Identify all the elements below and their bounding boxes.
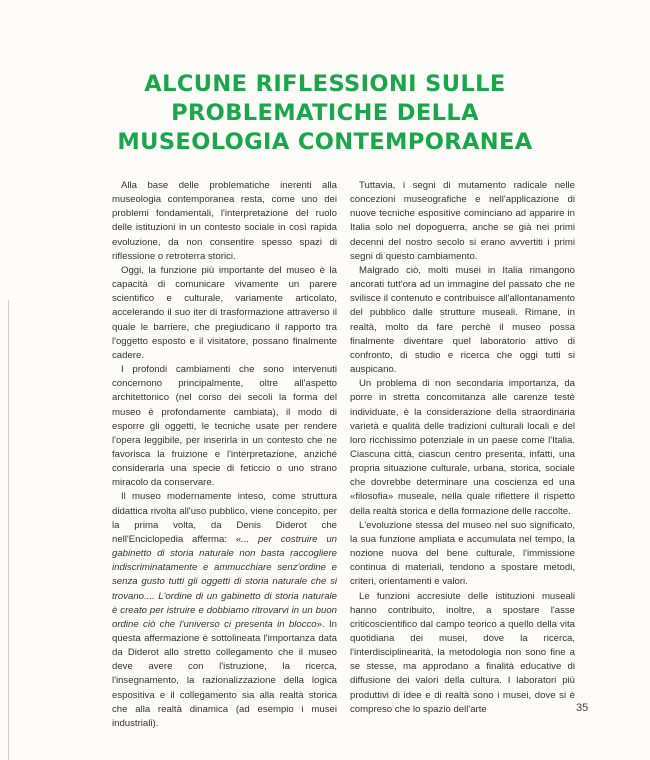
right-paragraph-3: Un problema di non secondaria importanza, da porre in stretta concomitanza alle carenze testè individuate, è la considerazione della straordinaria varietà e qualità delle tradizioni culturali locali e del loro ricchissimo potenziale in un paese come l'Italia. Ciascuna città, ciascun centro presenta, infatti, una propria situazione culturale, urbana, storica, sociale che dovrebbe determinare una coscienza ed una «filosofia» museale, nella quale riflettere il rispetto della realtà storica e della formazione delle raccolte. bbox=[350, 378, 575, 517]
title-line-1: ALCUNE RIFLESSIONI SULLE bbox=[144, 71, 506, 97]
right-column bbox=[350, 179, 575, 717]
right-paragraph-4: L'evoluzione stessa del museo nel suo significato, la sua funzione ampliata e accumulata nel tempo, la nozione nuova del bene culturale, l'immissione continua di materiali, tendono a spostare metodi, criteri, orientamenti e valori. bbox=[350, 519, 575, 588]
diderot-quote: ... per costruire un gabinetto di storia naturale non basta raccogliere indiscriminatamente e ammucchiare senz'ordine e senza gusto tutti gli oggetti di storia naturale che si trovano.... L'ordine di un gabinetto di storia naturale è creato per istruire e dobbiamo ritrovarvi in un buon ordine ciò che l'universo ci presenta in blocco bbox=[112, 533, 337, 630]
left-paragraph-1: Alla base delle problematiche inerenti alla museologia contemporanea resta, come uno dei problemi fondamentali, l'interpretazione del ruolo delle istituzioni in un contesto sociale in così rapida evoluzione, da non consentire spesso spazi di riflessione o retroterra storici. bbox=[112, 180, 337, 262]
left-paragraph-4 bbox=[112, 490, 337, 731]
right-paragraph-1: Tuttavia, i segni di mutamento radicale nelle concezioni museografiche e nell'applicazione di nuove tecniche espositive cominciano ad apparire in Italia solo nel dopoguerra, anche se già nei primi decenni del nostro secolo si erano avvertiti i primi segni di questo cambiamento. bbox=[350, 180, 575, 262]
left-column bbox=[112, 179, 337, 731]
page-number: 35 bbox=[576, 702, 589, 714]
left-paragraph-4-intro: Il museo modernamente inteso, come struttura didattica rivolta all'uso pubblico, viene concepito, per la prima volta, da Denis Diderot che nell'Enciclopedia afferma: « bbox=[112, 491, 337, 545]
left-paragraph-3: I profondi cambiamenti che sono intervenuti concernono principalmente, oltre all'aspetto architettonico (nel corso dei secoli la forma del museo è profondamente cambiata), il modo di esporre gli oggetti, le tecniche usate per rendere l'opera leggibile, per inserirla in un contesto che ne favorisca la fruizione e l'interpretazione, anziché considerarla una specie di feticcio o uno strano miracolo da conservare. bbox=[112, 364, 337, 489]
right-paragraph-2: Malgrado ciò, molti musei in Italia rimangono ancorati tutt'ora ad un immagine del passato che ne svilisce il contenuto e contribuisce all'allontanamento del pubblico dalle strutture museali. Rimane, in realtà, molto da fare perchè il museo possa finalmente diventare quel laboratorio attivo di confronto, di studio e ricerca che oggi tutti si auspicano. bbox=[350, 264, 575, 376]
title-line-3: MUSEOLOGIA CONTEMPORANEA bbox=[117, 129, 533, 155]
title-line-2: PROBLEMATICHE DELLA bbox=[171, 100, 479, 126]
page-title bbox=[60, 70, 590, 157]
left-paragraph-4-rest: ». In questa affermazione è sottolineata l'importanza data da Diderot allo stretto collegamento che il museo deve avere con l'istruzione, la ricerca, l'insegnamento, la razionalizzazione della logica espositiva e il collegamento sia alla realtà storica che alla realtà dinamica (ad esempio i musei industriali). bbox=[112, 618, 338, 729]
left-paragraph-2: Oggi, la funzione più importante del museo è la capacità di comunicare vivamente un parere scientifico e culturale, variamente articolato, accelerando il suo iter di trasformazione attraverso il quale le barriere, che pregiudicano il rapporto tra l'oggetto esposto e il visitatore, possano finalmente cadere. bbox=[112, 264, 337, 361]
right-paragraph-5: Le funzioni accresiute delle istituzioni museali hanno contribuito, inoltre, a spostare l'asse criticoscientifico dal campo teorico a quello della vita quotidiana dei musei, dove la ricerca, l'interdisciplinearità, la metodologia non sono fine a se stesse, ma approdano a finalità educative di diffusione dei valori della cultura. I laboratori più produttivi di idee e di realtà sono i musei, dove si è compreso che lo spazio dell'arte bbox=[350, 590, 575, 715]
scan-edge-line bbox=[8, 300, 9, 760]
